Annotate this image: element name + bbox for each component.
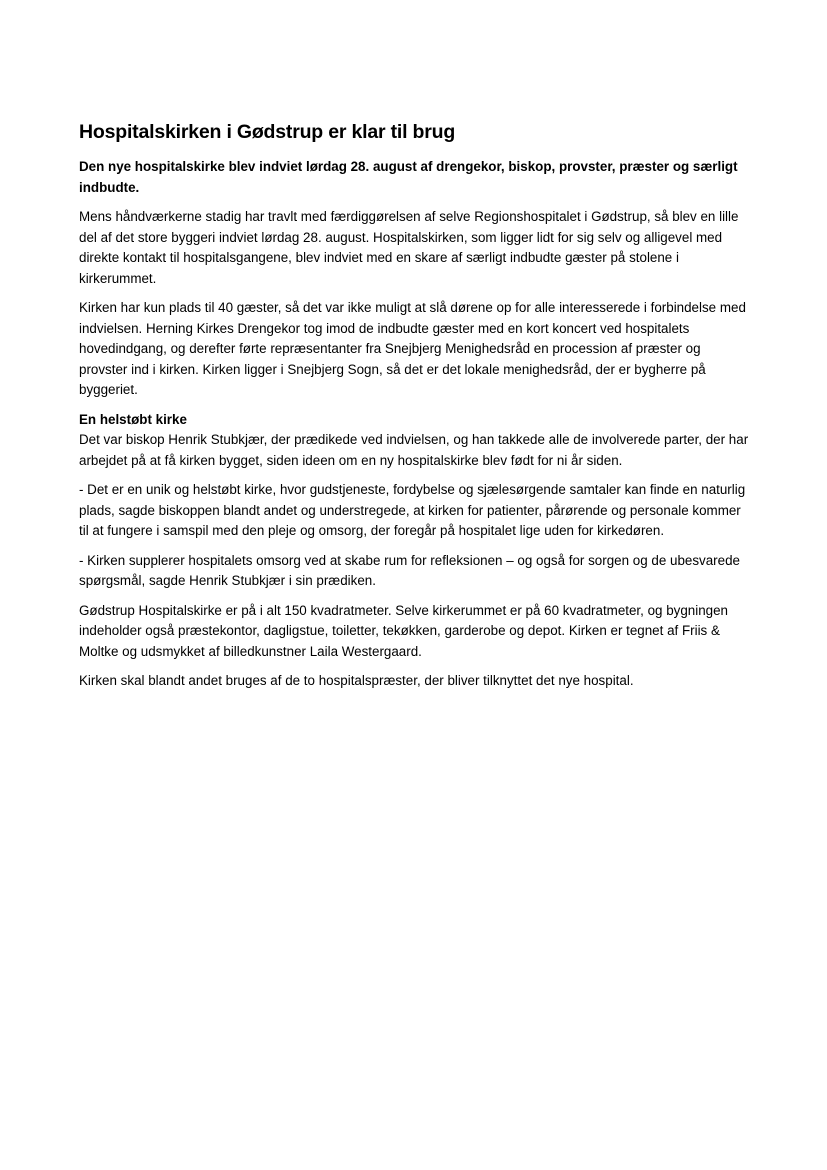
paragraph-5: - Kirken supplerer hospitalets omsorg ved at skabe rum for refleksionen – og også for sorgen og de ubesvarede spørgsmål, sagde Henrik Stubkjær i sin prædiken. — [79, 552, 740, 588]
paragraph-4: - Det er en unik og helstøbt kirke, hvor gudstjeneste, fordybelse og sjælesørgende samtaler kan finde en naturlig plads, sagde biskoppen blandt andet og understregede, at kirken for patienter, pårørende og personale kommer til at fungere i samspil med den pleje og omsorg, der foregår på hospitalet lige uden for kirkedøren. — [79, 482, 746, 538]
article-lead: Den nye hospitalskirke blev indviet lørdag 28. august af drengekor, biskop, provster, præster og særligt indbudte. — [79, 159, 738, 195]
paragraph-3-block — [79, 410, 749, 472]
paragraph-1: Mens håndværkerne stadig har travlt med færdiggørelsen af selve Regionshospitalet i Gødstrup, så blev en lille del af det store byggeri indviet lørdag 28. august. Hospitalskirken, som ligger lidt for sig selv og alligevel med direkte kontakt til hospitalsgangene, blev indviet med en skare af særligt indbudte gæster på stolene i kirkerummet. — [79, 209, 739, 286]
article-title: Hospitalskirken i Gødstrup er klar til brug — [79, 121, 456, 143]
document-page — [79, 120, 749, 701]
paragraph-7: Kirken skal blandt andet bruges af de to hospitalspræster, der bliver tilknyttet det nye hospital. — [79, 673, 634, 688]
paragraph-3: Det var biskop Henrik Stubkjær, der prædikede ved indvielsen, og han takkede alle de involverede parter, der har arbejdet på at få kirken bygget, siden ideen om en ny hospitalskirke blev født for ni år siden. — [79, 432, 749, 468]
article-subheading: En helstøbt kirke — [79, 411, 187, 427]
paragraph-2: Kirken har kun plads til 40 gæster, så det var ikke muligt at slå dørene op for alle interesserede i forbindelse med indvielsen. Herning Kirkes Drengekor tog imod de indbudte gæster med en kort koncert ved hospitalets hovedindgang, og derefter førte repræsentanter fra Snejbjerg Menighedsråd en procession af præster og provster ind i kirken. Kirken ligger i Snejbjerg Sogn, så det er det lokale menighedsråd, der er bygherre på byggeriet. — [79, 300, 746, 397]
paragraph-6: Gødstrup Hospitalskirke er på i alt 150 kvadratmeter. Selve kirkerummet er på 60 kvadratmeter, og bygningen indeholder også præstekontor, dagligstue, toiletter, tekøkken, garderobe og depot. Kirken er tegnet af Friis & Moltke og udsmykket af billedkunstner Laila Westergaard. — [79, 602, 729, 659]
